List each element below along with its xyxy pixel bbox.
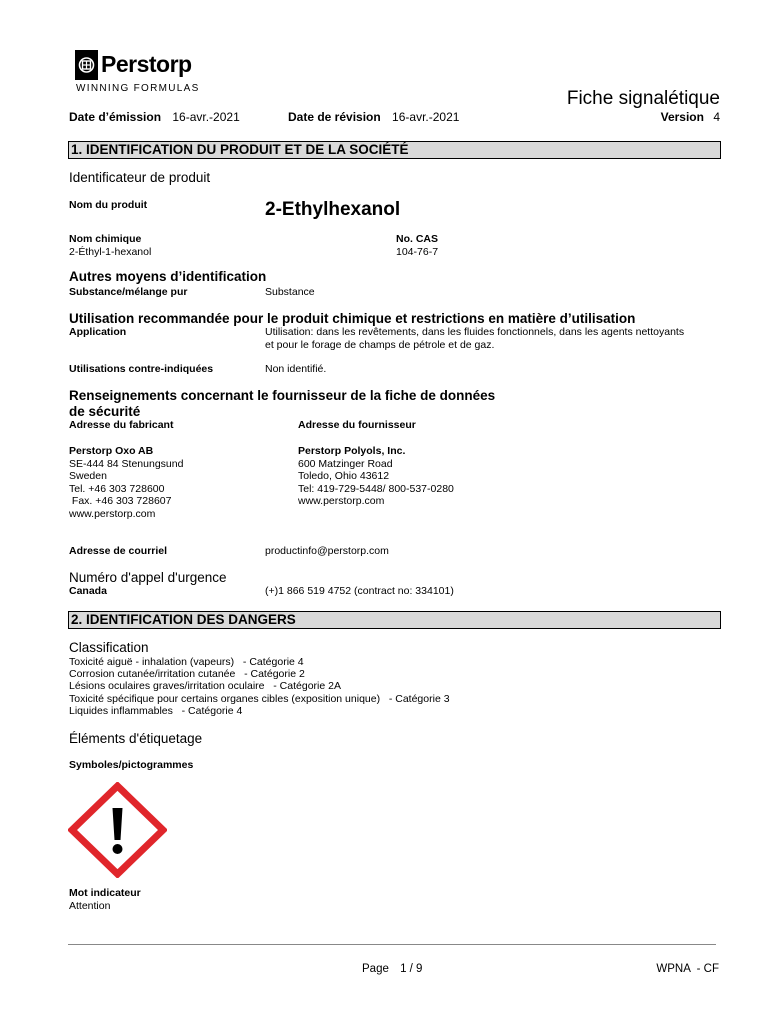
page-number: [362, 963, 422, 975]
footer-divider: [68, 944, 716, 945]
issue-date-label: Date d’émission: [69, 110, 162, 124]
chemical-name-value: 2-Éthyl-1-hexanol: [69, 246, 152, 258]
substance-value: Substance: [265, 286, 315, 298]
signal-word-label: Mot indicateur: [69, 887, 141, 899]
version-row: [661, 110, 720, 124]
email-value: productinfo@perstorp.com: [265, 545, 389, 557]
section-1-title: 1. IDENTIFICATION DU PRODUIT ET DE LA SOCIÉTÉ: [68, 141, 721, 159]
issue-date-row: [69, 110, 240, 124]
supplier-line: Toledo, Ohio 43612: [298, 470, 390, 482]
manufacturer-line: Fax. +46 303 728607: [69, 495, 172, 507]
classification-item: Lésions oculaires graves/irritation oculaire - Catégorie 2A: [69, 680, 341, 693]
document-title: Fiche signalétique: [566, 88, 720, 109]
supplier-line: Tel: 419-729-5448/ 800-537-0280: [298, 482, 454, 495]
emergency-number: (+)1 866 519 4752 (contract no: 334101): [265, 585, 454, 597]
email-label: Adresse de courriel: [69, 545, 168, 557]
exclamation-mark-ghs-icon: [68, 782, 167, 878]
chemical-name-label: Nom chimique: [69, 233, 142, 245]
perstorp-logo-icon: [75, 50, 98, 80]
substance-label: Substance/mélange pur: [69, 286, 188, 298]
symbols-label: Symboles/pictogrammes: [69, 759, 194, 771]
revision-date-label: Date de révision: [288, 110, 381, 124]
logo-tagline: WINNING FORMULAS: [76, 83, 200, 94]
application-label: Application: [69, 326, 127, 338]
section-2-title: 2. IDENTIFICATION DES DANGERS: [68, 611, 721, 629]
manufacturer-name: Perstorp Oxo AB: [69, 445, 154, 457]
cas-label: No. CAS: [396, 233, 438, 245]
manufacturer-website: www.perstorp.com: [69, 507, 156, 520]
emergency-heading: Numéro d'appel d'urgence: [69, 570, 227, 585]
product-name-label: Nom du produit: [69, 199, 148, 211]
supplier-line: 600 Matzinger Road: [298, 457, 393, 470]
manufacturer-line: Tel. +46 303 728600: [69, 482, 165, 495]
version-label: Version: [660, 110, 704, 124]
logo-name: Perstorp: [101, 51, 192, 77]
supplier-website: www.perstorp.com: [298, 495, 385, 507]
supplier-address-label: Adresse du fournisseur: [298, 419, 416, 431]
manufacturer-line: Sweden: [69, 470, 107, 482]
product-identifier-heading: Identificateur de produit: [69, 170, 211, 185]
classification-item: Toxicité spécifique pour certains organes cibles (exposition unique) - Catégorie 3: [69, 692, 450, 705]
manufacturer-address-label: Adresse du fabricant: [69, 419, 174, 431]
document-code: WPNA - CF: [656, 963, 719, 975]
revision-date-value: 16-avr.-2021: [392, 110, 460, 124]
label-elements-heading: Éléments d'étiquetage: [69, 731, 203, 746]
manufacturer-address: [69, 445, 183, 520]
supplier-heading-line1: Renseignements concernant le fournisseur de la fiche de données: [69, 388, 496, 403]
application-value: Utilisation: dans les revêtements, dans les fluides fonctionnels, dans les agents nettoyants et pour le forage de champs de pétrole et de gaz.: [265, 326, 685, 351]
cas-value: 104-76-7: [396, 246, 439, 258]
emergency-region: Canada: [69, 585, 107, 597]
contraindicated-value: Non identifié.: [265, 363, 327, 375]
product-name: 2-Ethylhexanol: [265, 199, 401, 220]
revision-date-row: [288, 110, 459, 124]
supplier-name: Perstorp Polyols, Inc.: [298, 445, 406, 457]
supplier-address: [298, 445, 454, 508]
contraindicated-label: Utilisations contre-indiquées: [69, 363, 214, 375]
classification-list: [69, 656, 450, 717]
page-value: 1 / 9: [400, 963, 423, 975]
signal-word-value: Attention: [69, 900, 111, 912]
page-label: Page: [362, 963, 389, 975]
classification-item: Liquides inflammables - Catégorie 4: [69, 704, 243, 717]
manufacturer-line: SE-444 84 Stenungsund: [69, 457, 184, 470]
classification-heading: Classification: [69, 640, 149, 655]
issue-date-value: 16-avr.-2021: [172, 110, 240, 124]
classification-item: Toxicité aiguë - inhalation (vapeurs) - Catégorie 4: [69, 656, 304, 668]
classification-item: Corrosion cutanée/irritation cutanée - Catégorie 2: [69, 668, 305, 681]
other-means-heading: Autres moyens d’identification: [69, 269, 267, 284]
recommended-use-heading: Utilisation recommandée pour le produit chimique et restrictions en matière d’utilisation: [69, 311, 636, 326]
version-value: 4: [713, 110, 720, 124]
supplier-heading-line2: de sécurité: [69, 404, 141, 419]
